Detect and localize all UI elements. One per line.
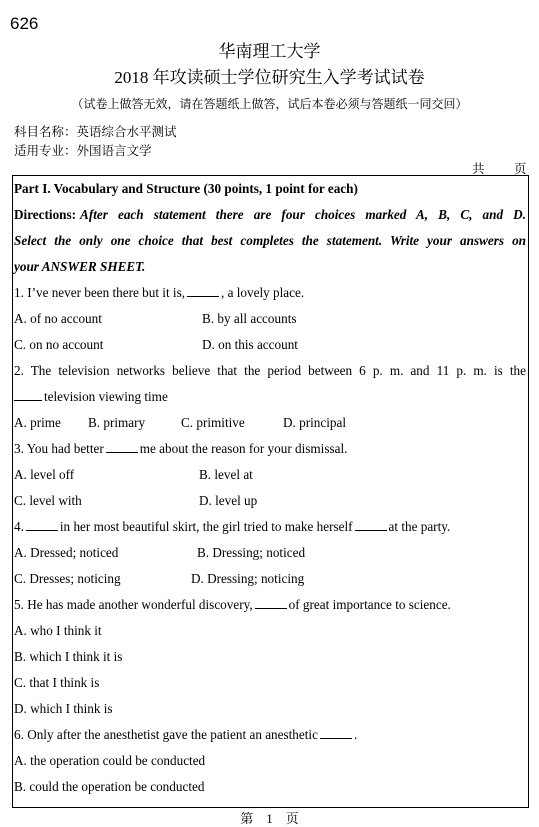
question-5 [14, 597, 451, 613]
answer-blank [187, 286, 219, 297]
page-label-1: 第 [240, 811, 254, 826]
answer-blank [26, 520, 58, 531]
part-title: Part I. Vocabulary and Structure (30 points, 1 point for each) [14, 181, 358, 196]
question-box [12, 175, 529, 808]
q2-option-a: A. prime [14, 415, 61, 430]
answer-blank [14, 390, 42, 401]
q4-option-b: B. Dressing; noticed [197, 545, 306, 560]
exam-note: （试卷上做答无效，请在答题纸上做答，试后本卷必须与答题纸一同交回） [71, 97, 468, 111]
pages-label: 页 [514, 162, 527, 176]
q2-option-c: C. primitive [181, 415, 245, 430]
directions-text-1: After each statement there are four choices marked A, B, C, and D. [80, 207, 526, 222]
q2-stem-line-2-row [14, 389, 168, 405]
q4-stem-b: in her most beautiful skirt, the girl tried to make herself [59, 519, 353, 534]
q6-option-a: A. the operation could be conducted [14, 753, 206, 768]
q1-option-b: B. by all accounts [202, 311, 297, 326]
question-1 [14, 285, 304, 301]
answer-blank [106, 442, 138, 453]
q3-stem-a: 3. You had better [14, 441, 104, 456]
subject-line: 科目名称：英语综合水平测试 [14, 125, 177, 139]
answer-blank [355, 520, 387, 531]
major-line: 适用专业：外国语言文学 [14, 144, 152, 158]
q1-stem-a: 1. I’ve never been there but it is, [14, 285, 186, 300]
q6-stem-b: . [353, 727, 358, 742]
q5-stem-b: of great importance to science. [288, 597, 451, 612]
q4-option-d: D. Dressing; noticing [191, 571, 305, 586]
q4-stem-c: at the party. [388, 519, 451, 534]
directions-text-2: Select the only one choice that best completes the statement. Write your answers on [14, 233, 526, 248]
exam-code: 626 [10, 14, 39, 33]
q2-stem-line-2: television viewing time [44, 389, 168, 404]
university-name: 华南理工大学 [218, 42, 321, 61]
q5-stem-a: 5. He has made another wonderful discovery, [14, 597, 253, 612]
question-6 [14, 727, 357, 743]
q1-option-c: C. on no account [14, 337, 104, 352]
q1-option-a: A. of no account [14, 311, 102, 326]
page-label-2: 页 [285, 811, 299, 826]
q4-option-a: A. Dressed; noticed [14, 545, 119, 560]
q3-option-d: D. level up [199, 493, 258, 508]
answer-blank [255, 598, 287, 609]
q2-option-d: D. principal [283, 415, 346, 430]
total-label: 共 [472, 162, 485, 176]
q4-option-c: C. Dresses; noticing [14, 571, 121, 586]
q5-option-d: D. which I think is [14, 701, 113, 716]
exam-title: 2018 年攻读硕士学位研究生入学考试试卷 [114, 68, 425, 87]
directions-label: Directions: [14, 207, 77, 222]
answer-blank [320, 728, 352, 739]
q5-option-c: C. that I think is [14, 675, 100, 690]
directions-line-1 [14, 207, 526, 223]
q4-stem-a: 4. [14, 519, 24, 534]
q6-stem-a: 6. Only after the anesthetist gave the patient an anesthetic [14, 727, 318, 742]
page-number [0, 808, 539, 827]
q3-option-a: A. level off [14, 467, 75, 482]
q3-option-b: B. level at [199, 467, 253, 482]
q2-option-b: B. primary [88, 415, 146, 430]
question-3 [14, 441, 347, 457]
q5-option-a: A. who I think it [14, 623, 102, 638]
page-number-value: 1 [266, 811, 273, 826]
q2-stem-line-1: 2. The television networks believe that the period between 6 p. m. and 11 p. m. is the [14, 363, 526, 378]
q3-stem-b: me about the reason for your dismissal. [139, 441, 348, 456]
question-4 [14, 519, 450, 535]
q1-stem-b: , a lovely place. [221, 285, 305, 300]
directions-text-3: your ANSWER SHEET. [14, 259, 146, 274]
q3-option-c: C. level with [14, 493, 82, 508]
q6-option-b: B. could the operation be conducted [14, 779, 205, 794]
q1-option-d: D. on this account [202, 337, 298, 352]
q5-option-b: B. which I think it is [14, 649, 123, 664]
